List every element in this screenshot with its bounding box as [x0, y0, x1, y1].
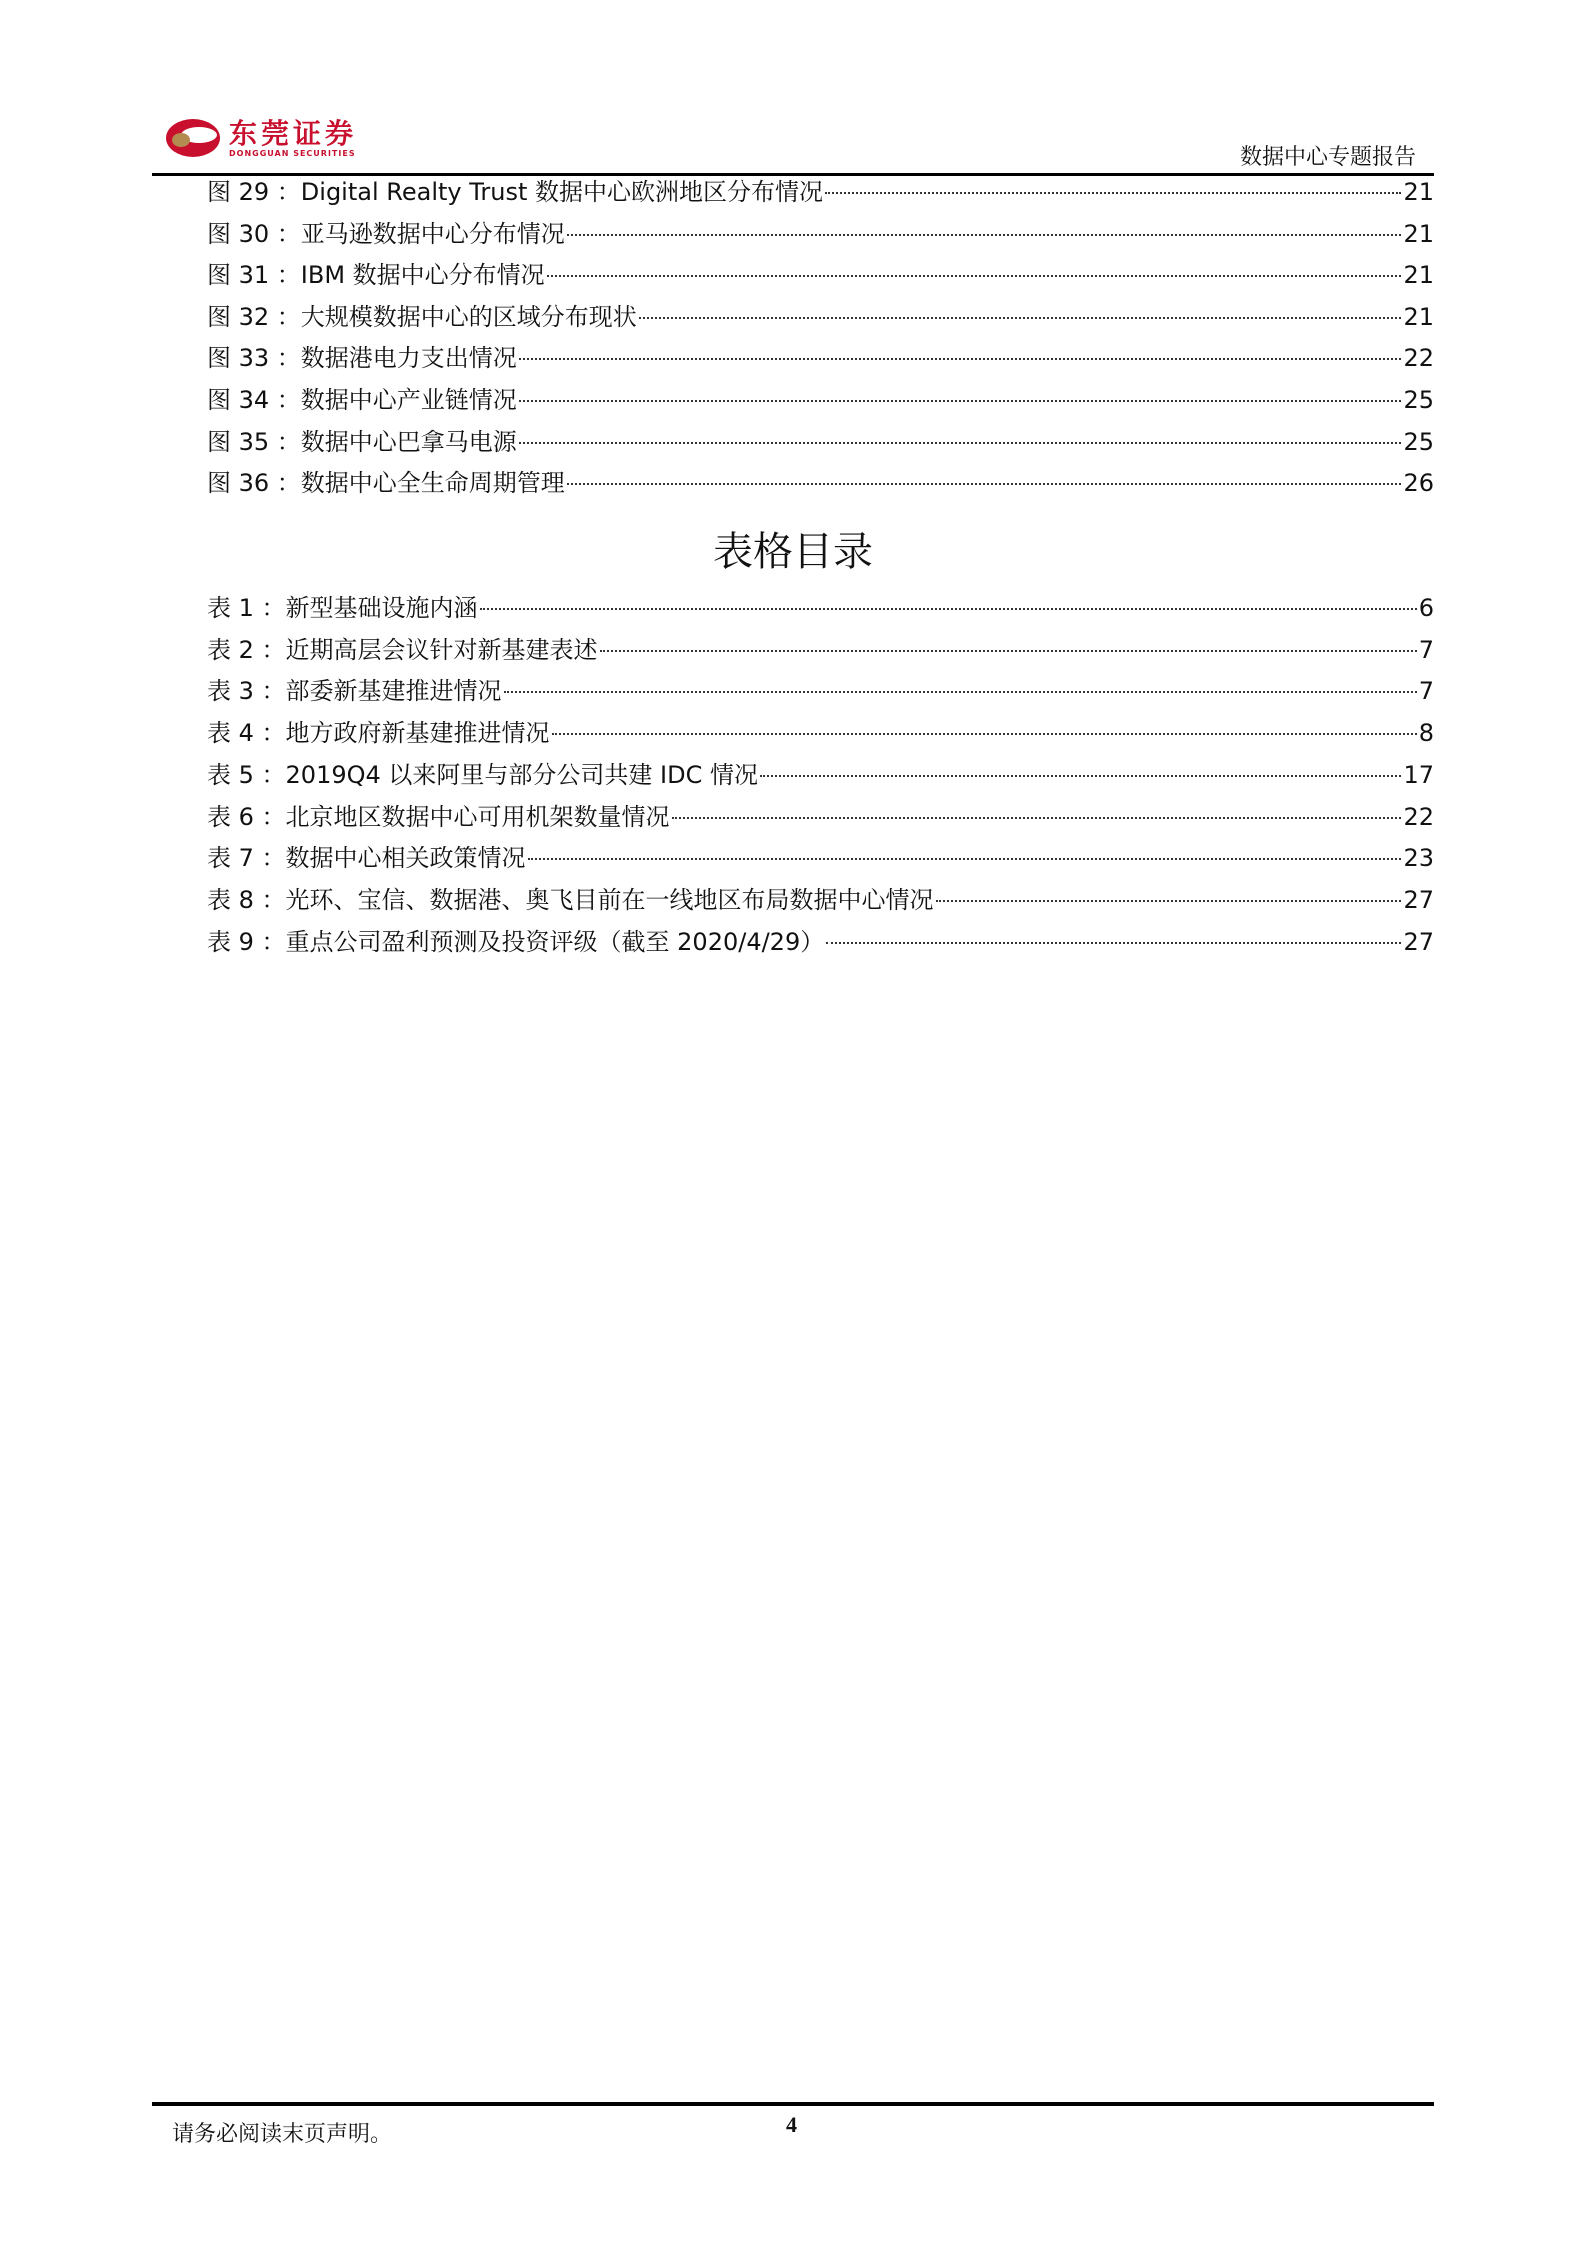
- toc-table-entry[interactable]: [207, 758, 1434, 792]
- company-logo: [165, 118, 357, 158]
- toc-figure-entry[interactable]: [207, 258, 1434, 292]
- entry-title: 数据中心产业链情况: [300, 386, 517, 414]
- dot-leader: [936, 900, 1402, 902]
- entry-label: 表 2 ：: [207, 635, 286, 664]
- logo-chinese-name: 东莞证券: [229, 116, 358, 150]
- entry-title: 大规模数据中心的区域分布现状: [300, 302, 637, 331]
- entry-page: 7: [1418, 635, 1434, 664]
- entry-label: 表 5 ：: [207, 760, 286, 789]
- toc-table-entry[interactable]: [207, 674, 1434, 708]
- entry-title: 北京地区数据中心可用机架数量情况: [285, 802, 670, 831]
- entry-page: 7: [1418, 677, 1434, 706]
- dot-leader: [552, 733, 1417, 735]
- toc-table-entry[interactable]: [207, 925, 1434, 959]
- entry-label: 表 1 ：: [207, 594, 286, 622]
- dot-leader: [672, 817, 1402, 819]
- toc-figure-entry[interactable]: [207, 300, 1434, 334]
- tables-heading: 表格目录: [713, 529, 873, 575]
- entry-label: 图 31 ：: [207, 261, 301, 290]
- entry-page: 22: [1403, 344, 1434, 373]
- page-number: 4: [786, 2112, 797, 2137]
- entry-title: 数据中心巴拿马电源: [300, 427, 517, 456]
- entry-title: 亚马逊数据中心分布情况: [300, 219, 565, 248]
- entry-page: 26: [1403, 469, 1434, 498]
- dot-leader: [528, 858, 1402, 860]
- entry-label: 图 34 ：: [207, 386, 301, 414]
- logo-mark-icon: [165, 118, 221, 158]
- toc-figure-entry[interactable]: [207, 341, 1434, 375]
- entry-label: 图 33 ：: [207, 344, 301, 373]
- toc-table-entry[interactable]: [207, 800, 1434, 834]
- toc-table-entry[interactable]: [207, 591, 1434, 625]
- entry-title: 部委新基建推进情况: [285, 677, 502, 706]
- entry-label: 图 32 ：: [207, 302, 301, 331]
- entry-title: 2019Q4 以来阿里与部分公司共建 IDC 情况: [285, 760, 758, 789]
- toc-table-entry[interactable]: [207, 633, 1434, 667]
- entry-title: Digital Realty Trust 数据中心欧洲地区分布情况: [300, 178, 823, 206]
- dot-leader: [480, 608, 1417, 610]
- entry-page: 21: [1403, 219, 1434, 248]
- dot-leader: [567, 483, 1402, 485]
- toc-figure-entry[interactable]: [207, 175, 1434, 209]
- entry-label: 表 3 ：: [207, 677, 286, 706]
- entry-label: 图 30 ：: [207, 219, 301, 248]
- report-title: 数据中心专题报告: [1239, 145, 1416, 170]
- entry-label: 表 7 ：: [207, 844, 286, 873]
- entry-page: 21: [1403, 302, 1434, 331]
- entry-label: 图 35 ：: [207, 427, 301, 456]
- entry-label: 图 29 ：: [207, 178, 301, 206]
- entry-title: 新型基础设施内涵: [285, 594, 478, 622]
- entry-page: 21: [1403, 178, 1434, 206]
- entry-page: 27: [1403, 885, 1434, 914]
- toc-figure-entry[interactable]: [207, 425, 1434, 459]
- entry-page: 17: [1403, 760, 1434, 789]
- logo-english-name: DONGGUAN SECURITIES: [229, 148, 356, 158]
- dot-leader: [600, 650, 1417, 652]
- dot-leader: [826, 942, 1401, 944]
- toc-figure-entry[interactable]: [207, 466, 1434, 500]
- entry-page: 25: [1403, 427, 1434, 456]
- entry-label: 表 9 ：: [207, 927, 286, 956]
- entry-page: 22: [1403, 802, 1434, 831]
- entry-page: 21: [1403, 261, 1434, 290]
- dot-leader: [639, 317, 1402, 319]
- toc-table-entry[interactable]: [207, 716, 1434, 750]
- entry-page: 23: [1403, 844, 1434, 873]
- entry-page: 8: [1418, 719, 1434, 748]
- toc-figure-entry[interactable]: [207, 217, 1434, 251]
- toc-table-entry[interactable]: [207, 841, 1434, 875]
- dot-leader: [547, 275, 1402, 277]
- entry-title: 数据港电力支出情况: [300, 344, 517, 373]
- entry-title: 数据中心全生命周期管理: [300, 469, 565, 498]
- dot-leader: [519, 400, 1402, 402]
- entry-page: 6: [1418, 594, 1434, 622]
- dot-leader: [567, 234, 1402, 236]
- entry-page: 27: [1403, 927, 1434, 956]
- entry-title: IBM 数据中心分布情况: [300, 261, 545, 290]
- entry-label: 表 8 ：: [207, 885, 286, 914]
- dot-leader: [519, 358, 1402, 360]
- toc-table-entry[interactable]: [207, 883, 1434, 917]
- dot-leader: [504, 691, 1417, 693]
- dot-leader: [760, 775, 1401, 777]
- dot-leader: [519, 442, 1402, 444]
- entry-page: 25: [1403, 386, 1434, 414]
- entry-title: 重点公司盈利预测及投资评级（截至 2020/4/29）: [285, 927, 825, 956]
- entry-title: 数据中心相关政策情况: [285, 844, 526, 873]
- entry-title: 地方政府新基建推进情况: [285, 719, 550, 748]
- toc-figure-entry[interactable]: [207, 383, 1434, 417]
- entry-title: 近期高层会议针对新基建表述: [285, 635, 598, 664]
- disclaimer-note: 请务必阅读末页声明。: [172, 2122, 393, 2147]
- entry-title: 光环、宝信、数据港、奥飞目前在一线地区布局数据中心情况: [285, 885, 934, 914]
- entry-label: 图 36 ：: [207, 469, 301, 498]
- footer-divider: [152, 2102, 1434, 2106]
- dot-leader: [825, 192, 1401, 194]
- entry-label: 表 6 ：: [207, 802, 286, 831]
- entry-label: 表 4 ：: [207, 719, 286, 748]
